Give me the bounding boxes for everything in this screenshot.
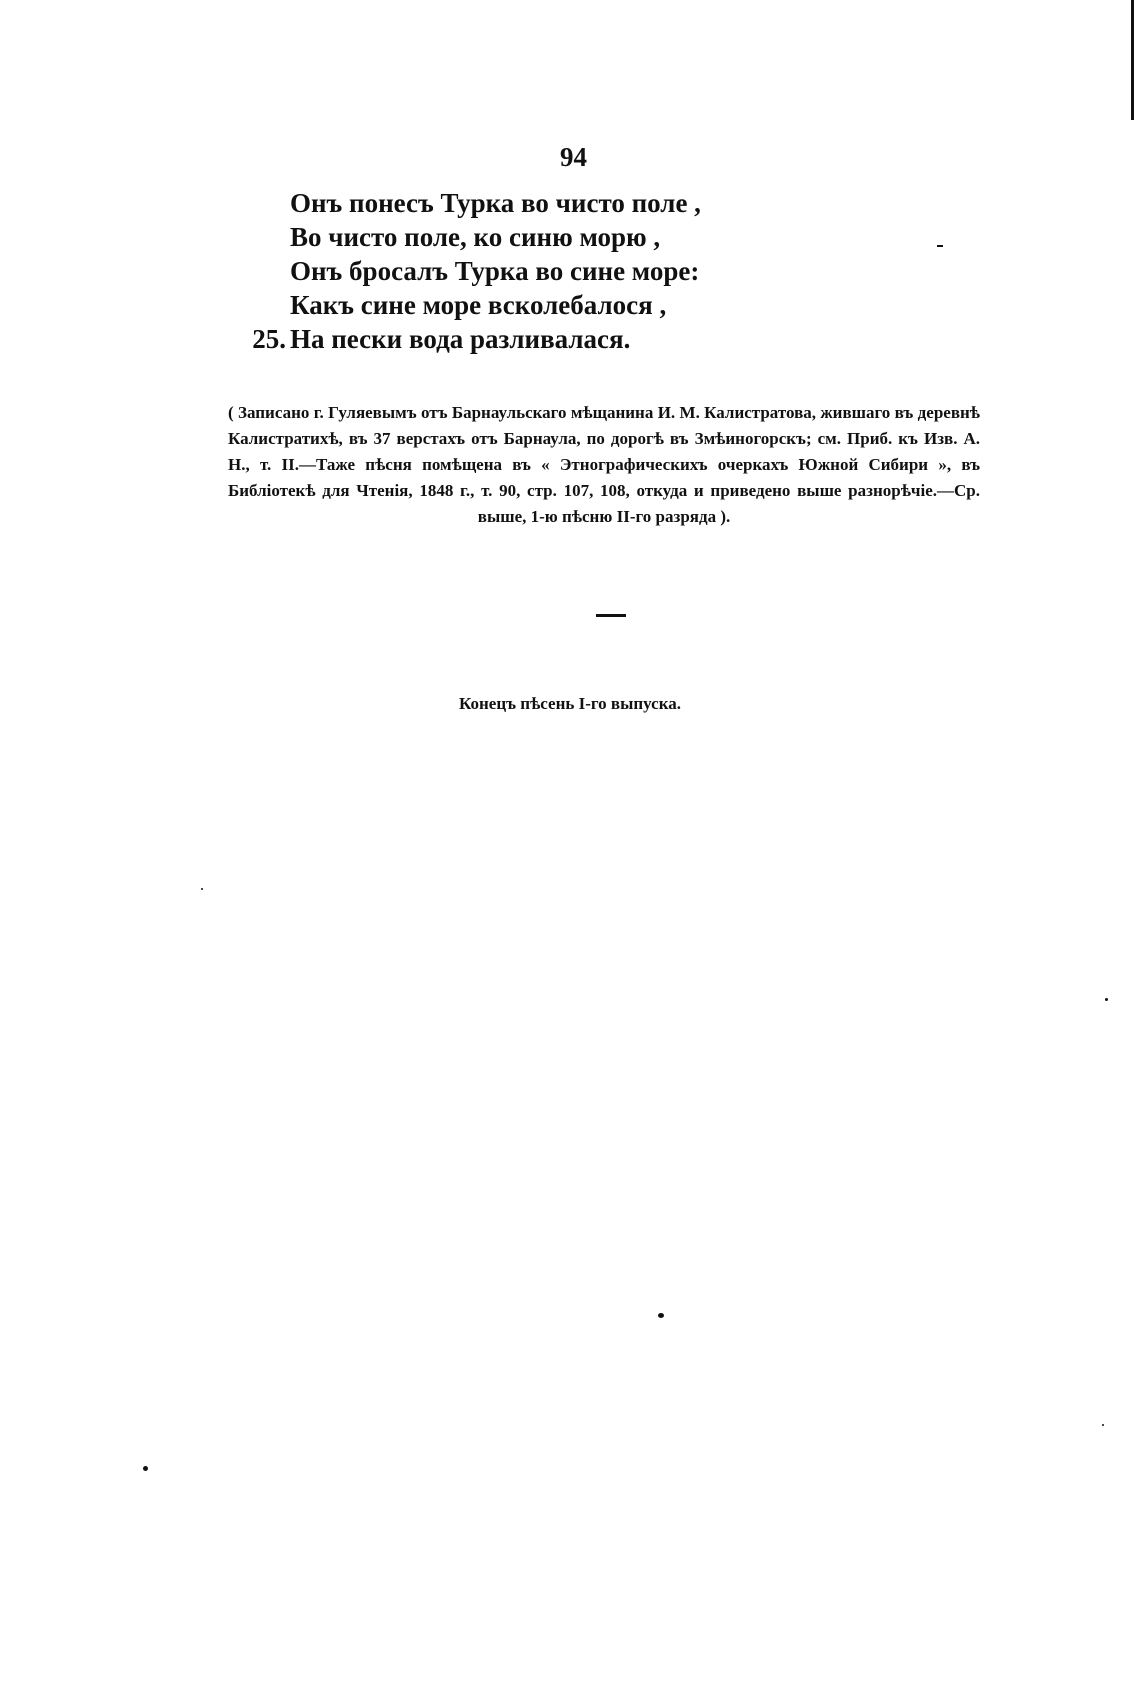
verse-text: Во чисто поле, ко синю морю , (290, 222, 661, 252)
page-number: 94 (560, 142, 587, 172)
verse-line (230, 322, 770, 356)
verse-text: Какъ сине море всколебалося , (290, 290, 667, 320)
verse-block (230, 186, 770, 356)
line-number: 25. (252, 324, 286, 354)
section-divider (596, 614, 626, 617)
print-speck (658, 1313, 664, 1318)
closing-line: Конецъ пѣсень I-го выпуска. (459, 694, 681, 713)
source-note: ( Записано г. Гуляевымъ отъ Барнаульскаго мѣщанина И. М. Калистратова, жившаго въ деревнѣ Калистратихѣ, въ 37 верстахъ отъ Барнаула, по дорогѣ въ Змѣиногорскъ; см. Приб. къ Изв. А. Н., т. II.—Таже пѣсня помѣщена въ « Этнографическихъ очеркахъ Южной Сибири », въ Библіотекѣ для Чтенія, 1848 г., т. 90, стр. 107, 108, откуда и приведено выше разнорѣчіе.—Ср. выше, 1-ю пѣсню II-го разряда ). (228, 403, 980, 526)
verse-text: На пески вода разливалася. (290, 324, 631, 354)
verse-line (230, 288, 770, 322)
page-edge-rule (1131, 0, 1134, 120)
verse-text: Онъ бросалъ Турка во сине море: (290, 256, 700, 286)
print-speck (201, 888, 203, 890)
verse-line (230, 254, 770, 288)
verse-text: Онъ понесъ Турка во чисто поле , (290, 188, 701, 218)
print-speck (1105, 998, 1108, 1001)
print-speck (1102, 1424, 1104, 1426)
print-speck (937, 245, 943, 247)
verse-line (230, 186, 770, 220)
print-speck (143, 1466, 148, 1471)
verse-line (230, 220, 770, 254)
